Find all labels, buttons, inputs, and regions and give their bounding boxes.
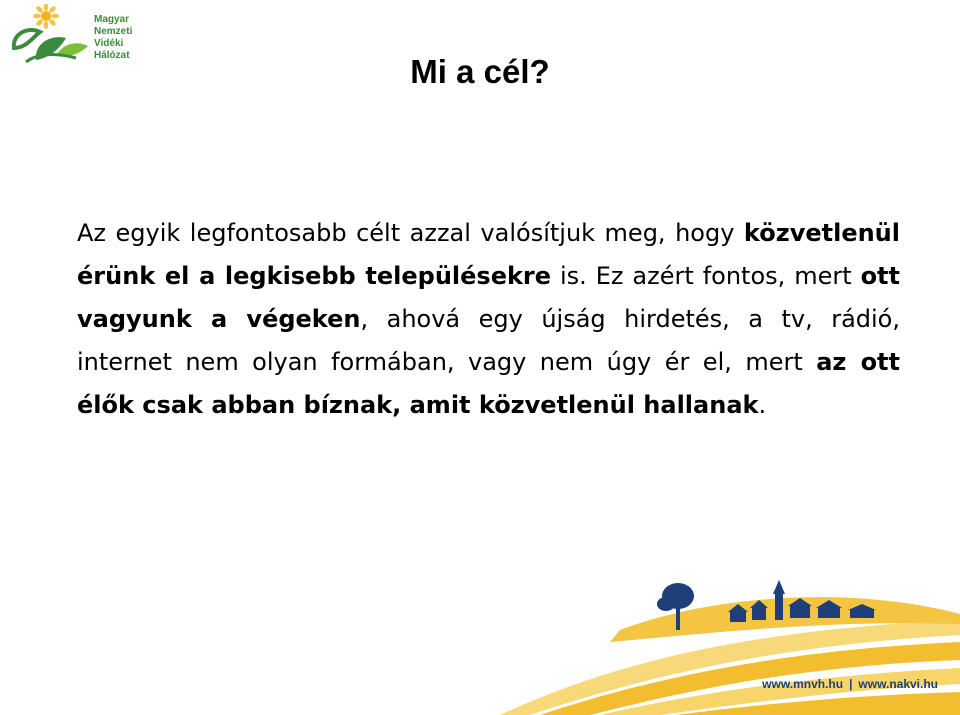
text-segment-bold: közvetlenül érünk el a legkisebb településekre (77, 219, 900, 290)
body-paragraph (77, 212, 900, 427)
logo-line: Magyar (94, 14, 130, 25)
text-segment: . (758, 391, 767, 419)
link-separator: | (849, 677, 853, 691)
slide-title: Mi a cél? (410, 53, 550, 90)
nakvi-link[interactable]: www.nakvi.hu (858, 677, 938, 691)
logo-line: Vidéki (94, 38, 124, 49)
text-segment-bold: az ott élők csak abban bíznak, amit közvetlenül hallanak (77, 348, 901, 419)
text-segment: is. Ez azért fontos, mert (551, 262, 861, 290)
hill-landscape-illustration (500, 580, 960, 715)
mnvh-link[interactable]: www.mnvh.hu (762, 677, 844, 691)
logo-line: Nemzeti (94, 26, 133, 37)
logo-line: Hálózat (94, 50, 130, 61)
text-segment-bold: ott vagyunk a végeken (77, 262, 900, 333)
footer-links (762, 677, 938, 691)
text-segment: , ahová egy újság hirdetés, a tv, rádió, internet nem olyan formában, vagy nem úgy ér el, mert (77, 305, 900, 376)
text-segment: Az egyik legfontosabb célt azzal valósítjuk meg, hogy (77, 219, 744, 247)
